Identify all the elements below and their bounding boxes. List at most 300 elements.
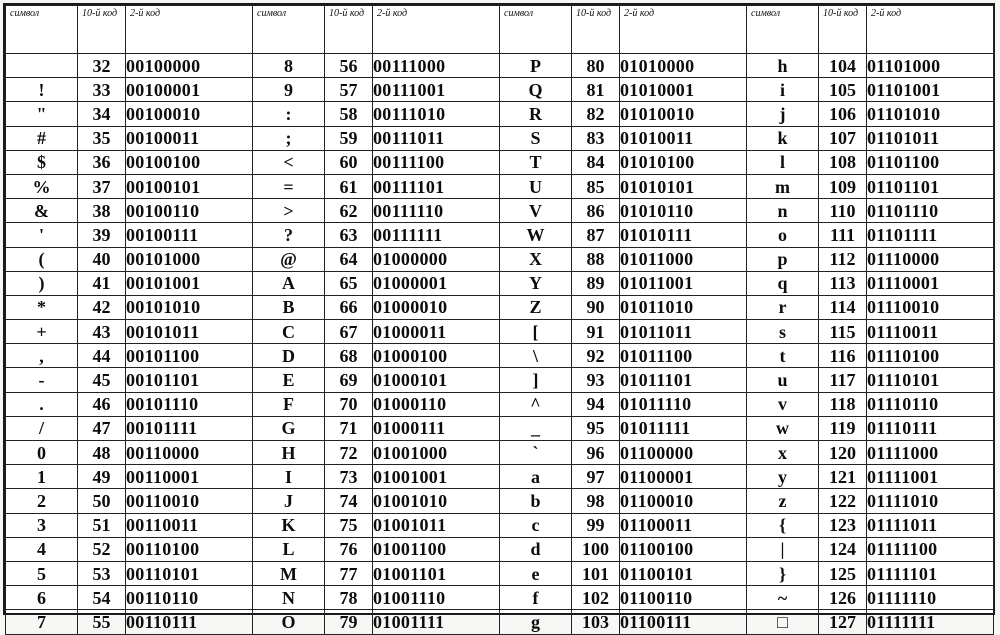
binary-code-cell: 01000000 — [373, 247, 500, 271]
symbol-cell: t — [747, 344, 819, 368]
binary-code-cell: 01001010 — [373, 489, 500, 513]
binary-code-cell: 00101101 — [126, 368, 253, 392]
table-row — [6, 271, 994, 295]
binary-code-cell: 00111010 — [373, 102, 500, 126]
symbol-cell: _ — [500, 416, 572, 440]
decimal-code-cell: 78 — [325, 586, 373, 610]
decimal-code-cell: 45 — [78, 368, 126, 392]
symbol-cell: { — [747, 513, 819, 537]
symbol-cell: 5 — [6, 561, 78, 585]
table-row — [6, 416, 994, 440]
symbol-cell: A — [253, 271, 325, 295]
symbol-cell: % — [6, 174, 78, 198]
symbol-cell: = — [253, 174, 325, 198]
binary-code-cell: 01111101 — [867, 561, 994, 585]
decimal-code-cell: 85 — [572, 174, 620, 198]
table-row — [6, 223, 994, 247]
table-row — [6, 489, 994, 513]
table-row — [6, 441, 994, 465]
decimal-code-cell: 41 — [78, 271, 126, 295]
symbol-cell: l — [747, 150, 819, 174]
header-decimal-code: 10-й код — [325, 6, 373, 54]
decimal-code-cell: 119 — [819, 416, 867, 440]
binary-code-cell: 00100000 — [126, 54, 253, 78]
binary-code-cell: 00100001 — [126, 78, 253, 102]
decimal-code-cell: 100 — [572, 537, 620, 561]
decimal-code-cell: 105 — [819, 78, 867, 102]
binary-code-cell: 01000001 — [373, 271, 500, 295]
decimal-code-cell: 64 — [325, 247, 373, 271]
binary-code-cell: 01000100 — [373, 344, 500, 368]
symbol-cell — [6, 54, 78, 78]
decimal-code-cell: 47 — [78, 416, 126, 440]
binary-code-cell: 01010101 — [620, 174, 747, 198]
decimal-code-cell: 92 — [572, 344, 620, 368]
header-symbol: символ — [6, 6, 78, 54]
symbol-cell: h — [747, 54, 819, 78]
binary-code-cell: 00110011 — [126, 513, 253, 537]
symbol-cell: d — [500, 537, 572, 561]
table-row — [6, 513, 994, 537]
binary-code-cell: 01011100 — [620, 344, 747, 368]
decimal-code-cell: 87 — [572, 223, 620, 247]
decimal-code-cell: 123 — [819, 513, 867, 537]
binary-code-cell: 00110000 — [126, 441, 253, 465]
decimal-code-cell: 36 — [78, 150, 126, 174]
decimal-code-cell: 56 — [325, 54, 373, 78]
symbol-cell: / — [6, 416, 78, 440]
symbol-cell: J — [253, 489, 325, 513]
decimal-code-cell: 88 — [572, 247, 620, 271]
decimal-code-cell: 37 — [78, 174, 126, 198]
decimal-code-cell: 39 — [78, 223, 126, 247]
symbol-cell: z — [747, 489, 819, 513]
symbol-cell: K — [253, 513, 325, 537]
symbol-cell: 6 — [6, 586, 78, 610]
header-binary-code: 2-й код — [867, 6, 994, 54]
binary-code-cell: 01011010 — [620, 295, 747, 319]
symbol-cell: ] — [500, 368, 572, 392]
binary-code-cell: 01100110 — [620, 586, 747, 610]
decimal-code-cell: 63 — [325, 223, 373, 247]
binary-code-cell: 00101100 — [126, 344, 253, 368]
symbol-cell: G — [253, 416, 325, 440]
binary-code-cell: 01100100 — [620, 537, 747, 561]
decimal-code-cell: 67 — [325, 320, 373, 344]
ascii-table-sheet — [3, 3, 995, 632]
binary-code-cell: 01101011 — [867, 126, 994, 150]
decimal-code-cell: 102 — [572, 586, 620, 610]
binary-code-cell: 01000011 — [373, 320, 500, 344]
table-row — [6, 344, 994, 368]
decimal-code-cell: 84 — [572, 150, 620, 174]
decimal-code-cell: 107 — [819, 126, 867, 150]
table-row — [6, 465, 994, 489]
symbol-cell: f — [500, 586, 572, 610]
binary-code-cell: 01111001 — [867, 465, 994, 489]
decimal-code-cell: 97 — [572, 465, 620, 489]
symbol-cell: q — [747, 271, 819, 295]
decimal-code-cell: 52 — [78, 537, 126, 561]
decimal-code-cell: 40 — [78, 247, 126, 271]
table-row — [6, 174, 994, 198]
binary-code-cell: 01110100 — [867, 344, 994, 368]
decimal-code-cell: 124 — [819, 537, 867, 561]
symbol-cell: U — [500, 174, 572, 198]
symbol-cell: F — [253, 392, 325, 416]
binary-code-cell: 01111110 — [867, 586, 994, 610]
decimal-code-cell: 95 — [572, 416, 620, 440]
table-row — [6, 199, 994, 223]
binary-code-cell: 01010001 — [620, 78, 747, 102]
decimal-code-cell: 81 — [572, 78, 620, 102]
symbol-cell: u — [747, 368, 819, 392]
symbol-cell: S — [500, 126, 572, 150]
decimal-code-cell: 62 — [325, 199, 373, 223]
decimal-code-cell: 93 — [572, 368, 620, 392]
binary-code-cell: 01111111 — [867, 610, 994, 634]
symbol-cell: $ — [6, 150, 78, 174]
binary-code-cell: 01000111 — [373, 416, 500, 440]
symbol-cell: Z — [500, 295, 572, 319]
binary-code-cell: 01010110 — [620, 199, 747, 223]
symbol-cell: } — [747, 561, 819, 585]
binary-code-cell: 00101010 — [126, 295, 253, 319]
binary-code-cell: 01100000 — [620, 441, 747, 465]
symbol-cell: m — [747, 174, 819, 198]
binary-code-cell: 01001101 — [373, 561, 500, 585]
binary-code-cell: 01010011 — [620, 126, 747, 150]
binary-code-cell: 00111100 — [373, 150, 500, 174]
binary-code-cell: 00100101 — [126, 174, 253, 198]
binary-code-cell: 01101010 — [867, 102, 994, 126]
binary-code-cell: 00110100 — [126, 537, 253, 561]
header-binary-code: 2-й код — [373, 6, 500, 54]
binary-code-cell: 01101110 — [867, 199, 994, 223]
binary-code-cell: 01100010 — [620, 489, 747, 513]
symbol-cell: ( — [6, 247, 78, 271]
symbol-cell: " — [6, 102, 78, 126]
symbol-cell: b — [500, 489, 572, 513]
decimal-code-cell: 126 — [819, 586, 867, 610]
binary-code-cell: 01010000 — [620, 54, 747, 78]
symbol-cell: L — [253, 537, 325, 561]
table-row — [6, 247, 994, 271]
symbol-cell: e — [500, 561, 572, 585]
table-row — [6, 392, 994, 416]
decimal-code-cell: 83 — [572, 126, 620, 150]
table-row — [6, 102, 994, 126]
decimal-code-cell: 118 — [819, 392, 867, 416]
decimal-code-cell: 99 — [572, 513, 620, 537]
decimal-code-cell: 69 — [325, 368, 373, 392]
table-row — [6, 295, 994, 319]
decimal-code-cell: 103 — [572, 610, 620, 634]
decimal-code-cell: 42 — [78, 295, 126, 319]
symbol-cell: k — [747, 126, 819, 150]
symbol-cell: y — [747, 465, 819, 489]
binary-code-cell: 00101011 — [126, 320, 253, 344]
decimal-code-cell: 50 — [78, 489, 126, 513]
symbol-cell: ; — [253, 126, 325, 150]
decimal-code-cell: 46 — [78, 392, 126, 416]
symbol-cell: r — [747, 295, 819, 319]
ascii-code-table — [5, 5, 994, 635]
binary-code-cell: 01000010 — [373, 295, 500, 319]
symbol-cell: V — [500, 199, 572, 223]
symbol-cell: ! — [6, 78, 78, 102]
decimal-code-cell: 61 — [325, 174, 373, 198]
binary-code-cell: 00110010 — [126, 489, 253, 513]
decimal-code-cell: 90 — [572, 295, 620, 319]
binary-code-cell: 00110101 — [126, 561, 253, 585]
binary-code-cell: 00100010 — [126, 102, 253, 126]
symbol-cell: 2 — [6, 489, 78, 513]
decimal-code-cell: 91 — [572, 320, 620, 344]
binary-code-cell: 00101111 — [126, 416, 253, 440]
binary-code-cell: 01001110 — [373, 586, 500, 610]
header-symbol: символ — [253, 6, 325, 54]
decimal-code-cell: 65 — [325, 271, 373, 295]
symbol-cell: 3 — [6, 513, 78, 537]
decimal-code-cell: 125 — [819, 561, 867, 585]
binary-code-cell: 01010100 — [620, 150, 747, 174]
binary-code-cell: 01001100 — [373, 537, 500, 561]
decimal-code-cell: 53 — [78, 561, 126, 585]
binary-code-cell: 00110111 — [126, 610, 253, 634]
binary-code-cell: 01001001 — [373, 465, 500, 489]
binary-code-cell: 01110000 — [867, 247, 994, 271]
binary-code-cell: 00110110 — [126, 586, 253, 610]
decimal-code-cell: 58 — [325, 102, 373, 126]
decimal-code-cell: 115 — [819, 320, 867, 344]
binary-code-cell: 00100100 — [126, 150, 253, 174]
table-row — [6, 126, 994, 150]
header-symbol: символ — [747, 6, 819, 54]
symbol-cell: j — [747, 102, 819, 126]
symbol-cell: . — [6, 392, 78, 416]
binary-code-cell: 01011001 — [620, 271, 747, 295]
binary-code-cell: 01111100 — [867, 537, 994, 561]
table-row — [6, 561, 994, 585]
symbol-cell: x — [747, 441, 819, 465]
binary-code-cell: 01110101 — [867, 368, 994, 392]
decimal-code-cell: 32 — [78, 54, 126, 78]
binary-code-cell: 00100111 — [126, 223, 253, 247]
decimal-code-cell: 73 — [325, 465, 373, 489]
binary-code-cell: 01111010 — [867, 489, 994, 513]
symbol-cell: w — [747, 416, 819, 440]
symbol-cell: - — [6, 368, 78, 392]
symbol-cell: D — [253, 344, 325, 368]
symbol-cell: I — [253, 465, 325, 489]
symbol-cell: ? — [253, 223, 325, 247]
decimal-code-cell: 70 — [325, 392, 373, 416]
decimal-code-cell: 51 — [78, 513, 126, 537]
decimal-code-cell: 75 — [325, 513, 373, 537]
binary-code-cell: 01001011 — [373, 513, 500, 537]
binary-code-cell: 01101111 — [867, 223, 994, 247]
symbol-cell: + — [6, 320, 78, 344]
symbol-cell: 1 — [6, 465, 78, 489]
binary-code-cell: 01110111 — [867, 416, 994, 440]
table-body — [6, 54, 994, 635]
decimal-code-cell: 127 — [819, 610, 867, 634]
decimal-code-cell: 106 — [819, 102, 867, 126]
decimal-code-cell: 68 — [325, 344, 373, 368]
symbol-cell: @ — [253, 247, 325, 271]
binary-code-cell: 01100011 — [620, 513, 747, 537]
binary-code-cell: 01001000 — [373, 441, 500, 465]
symbol-cell: [ — [500, 320, 572, 344]
decimal-code-cell: 44 — [78, 344, 126, 368]
symbol-cell: 0 — [6, 441, 78, 465]
decimal-code-cell: 89 — [572, 271, 620, 295]
binary-code-cell: 01100001 — [620, 465, 747, 489]
symbol-cell: g — [500, 610, 572, 634]
symbol-cell: M — [253, 561, 325, 585]
header-decimal-code: 10-й код — [572, 6, 620, 54]
symbol-cell: Q — [500, 78, 572, 102]
decimal-code-cell: 43 — [78, 320, 126, 344]
decimal-code-cell: 66 — [325, 295, 373, 319]
binary-code-cell: 01111000 — [867, 441, 994, 465]
table-header-row — [6, 6, 994, 54]
binary-code-cell: 01110010 — [867, 295, 994, 319]
symbol-cell: B — [253, 295, 325, 319]
decimal-code-cell: 86 — [572, 199, 620, 223]
decimal-code-cell: 94 — [572, 392, 620, 416]
symbol-cell: ' — [6, 223, 78, 247]
decimal-code-cell: 72 — [325, 441, 373, 465]
table-row — [6, 368, 994, 392]
decimal-code-cell: 71 — [325, 416, 373, 440]
header-binary-code: 2-й код — [620, 6, 747, 54]
table-row — [6, 537, 994, 561]
table-row — [6, 320, 994, 344]
symbol-cell: C — [253, 320, 325, 344]
binary-code-cell: 01111011 — [867, 513, 994, 537]
binary-code-cell: 01000110 — [373, 392, 500, 416]
decimal-code-cell: 96 — [572, 441, 620, 465]
table-row — [6, 78, 994, 102]
table-row — [6, 54, 994, 78]
binary-code-cell: 01011101 — [620, 368, 747, 392]
decimal-code-cell: 117 — [819, 368, 867, 392]
decimal-code-cell: 33 — [78, 78, 126, 102]
binary-code-cell: 01101001 — [867, 78, 994, 102]
symbol-cell: < — [253, 150, 325, 174]
binary-code-cell: 01001111 — [373, 610, 500, 634]
symbol-cell: Y — [500, 271, 572, 295]
symbol-cell: v — [747, 392, 819, 416]
table-row — [6, 610, 994, 634]
symbol-cell: & — [6, 199, 78, 223]
binary-code-cell: 00111011 — [373, 126, 500, 150]
decimal-code-cell: 60 — [325, 150, 373, 174]
symbol-cell: ) — [6, 271, 78, 295]
decimal-code-cell: 98 — [572, 489, 620, 513]
decimal-code-cell: 112 — [819, 247, 867, 271]
decimal-code-cell: 76 — [325, 537, 373, 561]
decimal-code-cell: 35 — [78, 126, 126, 150]
decimal-code-cell: 49 — [78, 465, 126, 489]
symbol-cell: X — [500, 247, 572, 271]
symbol-cell: ~ — [747, 586, 819, 610]
symbol-cell: , — [6, 344, 78, 368]
binary-code-cell: 01100101 — [620, 561, 747, 585]
symbol-cell: N — [253, 586, 325, 610]
symbol-cell: 7 — [6, 610, 78, 634]
symbol-cell: P — [500, 54, 572, 78]
decimal-code-cell: 101 — [572, 561, 620, 585]
symbol-cell: O — [253, 610, 325, 634]
binary-code-cell: 01101100 — [867, 150, 994, 174]
header-decimal-code: 10-й код — [78, 6, 126, 54]
decimal-code-cell: 113 — [819, 271, 867, 295]
binary-code-cell: 00101110 — [126, 392, 253, 416]
binary-code-cell: 01011111 — [620, 416, 747, 440]
symbol-cell: > — [253, 199, 325, 223]
symbol-cell: : — [253, 102, 325, 126]
symbol-cell: R — [500, 102, 572, 126]
header-decimal-code: 10-й код — [819, 6, 867, 54]
decimal-code-cell: 120 — [819, 441, 867, 465]
binary-code-cell: 00100110 — [126, 199, 253, 223]
binary-code-cell: 01100111 — [620, 610, 747, 634]
symbol-cell: # — [6, 126, 78, 150]
binary-code-cell: 01011000 — [620, 247, 747, 271]
symbol-cell: \ — [500, 344, 572, 368]
decimal-code-cell: 82 — [572, 102, 620, 126]
binary-code-cell: 00111001 — [373, 78, 500, 102]
binary-code-cell: 00101000 — [126, 247, 253, 271]
binary-code-cell: 01011011 — [620, 320, 747, 344]
decimal-code-cell: 111 — [819, 223, 867, 247]
symbol-cell: n — [747, 199, 819, 223]
decimal-code-cell: 48 — [78, 441, 126, 465]
binary-code-cell: 01011110 — [620, 392, 747, 416]
symbol-cell: ^ — [500, 392, 572, 416]
decimal-code-cell: 108 — [819, 150, 867, 174]
symbol-cell: H — [253, 441, 325, 465]
binary-code-cell: 00111101 — [373, 174, 500, 198]
decimal-code-cell: 116 — [819, 344, 867, 368]
binary-code-cell: 01110011 — [867, 320, 994, 344]
table-row — [6, 586, 994, 610]
symbol-cell: 8 — [253, 54, 325, 78]
symbol-cell: T — [500, 150, 572, 174]
symbol-cell: 4 — [6, 537, 78, 561]
decimal-code-cell: 109 — [819, 174, 867, 198]
binary-code-cell: 01010010 — [620, 102, 747, 126]
symbol-cell: p — [747, 247, 819, 271]
binary-code-cell: 00100011 — [126, 126, 253, 150]
decimal-code-cell: 54 — [78, 586, 126, 610]
decimal-code-cell: 57 — [325, 78, 373, 102]
decimal-code-cell: 34 — [78, 102, 126, 126]
binary-code-cell: 00111000 — [373, 54, 500, 78]
symbol-cell: | — [747, 537, 819, 561]
symbol-cell: 9 — [253, 78, 325, 102]
table-row — [6, 150, 994, 174]
symbol-cell: W — [500, 223, 572, 247]
symbol-cell: * — [6, 295, 78, 319]
decimal-code-cell: 79 — [325, 610, 373, 634]
binary-code-cell: 00111111 — [373, 223, 500, 247]
decimal-code-cell: 104 — [819, 54, 867, 78]
symbol-cell: o — [747, 223, 819, 247]
